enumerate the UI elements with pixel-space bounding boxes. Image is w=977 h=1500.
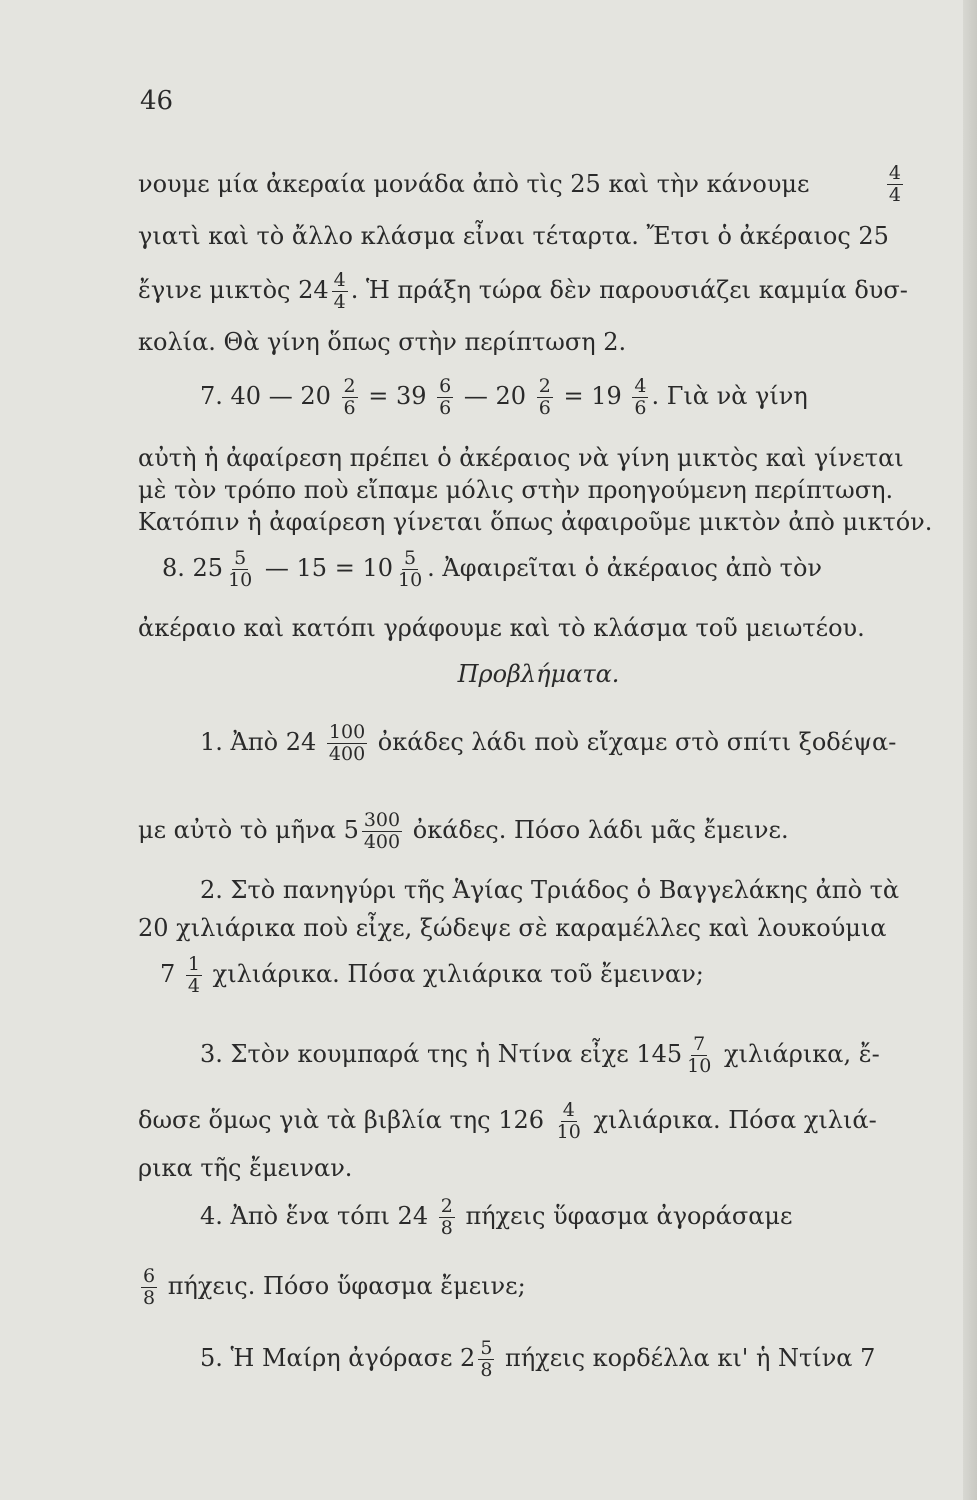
problem-line <box>138 1033 906 1077</box>
fraction <box>439 1197 455 1238</box>
text-segment: χιλιάρικα, ἔ- <box>723 1040 880 1068</box>
text-segment: πήχεις ὕφασμα ἀγοράσαμε <box>465 1202 793 1230</box>
text-segment: ὀκάδες. Πόσο λάδι μᾶς ἔμεινε. <box>412 816 789 844</box>
text-line: αὐτὴ ἡ ἀφαίρεση πρέπει ὁ ἀκέραιος νὰ γίνη μικτὸς καὶ γίνεται <box>138 444 904 472</box>
text-line <box>138 269 908 313</box>
fraction <box>332 271 348 312</box>
denominator: 10 <box>687 1055 712 1077</box>
text-line: 20 χιλιάρικα ποὺ εἶχε, ξώδεψε σὲ καραμέλλες καὶ λουκούμια <box>138 914 887 942</box>
fraction <box>437 377 453 418</box>
denominator: 400 <box>328 743 366 765</box>
denominator: 6 <box>343 397 356 419</box>
fraction <box>555 1101 583 1142</box>
text-segment: 1. Ἀπὸ 24 <box>200 728 317 756</box>
fraction <box>632 377 648 418</box>
denominator: 6 <box>439 397 452 419</box>
denominator: 8 <box>480 1359 493 1381</box>
problem-line <box>138 953 906 997</box>
text-segment: — 20 <box>463 382 527 410</box>
text-segment: 7 <box>160 960 176 988</box>
numerator: 5 <box>234 547 247 569</box>
section-heading: Προβλήματα. <box>457 660 620 688</box>
denominator: 6 <box>538 397 551 419</box>
text-segment: = 19 <box>563 382 622 410</box>
text-segment: 3. Στὸν κουμπαρά της ἡ Ντίνα εἶχε 145 <box>200 1040 683 1068</box>
denominator: 6 <box>634 397 647 419</box>
text-segment: με αὐτὸ τὸ μῆνα 5 <box>138 816 359 844</box>
numerator: 4 <box>888 162 901 184</box>
fraction <box>362 811 402 852</box>
problem-line <box>138 1099 906 1143</box>
text-segment: . Ἀφαιρεῖται ὁ ἀκέραιος ἀπὸ τὸν <box>427 554 822 582</box>
denominator: 10 <box>556 1121 581 1143</box>
fraction <box>396 549 424 590</box>
text-segment: 8. 25 <box>162 554 224 582</box>
numerator: 4 <box>634 375 647 397</box>
text-segment: ὀκάδες λάδι ποὺ εἴχαμε στὸ σπίτι ξοδέψα- <box>377 728 897 756</box>
equation-line <box>138 547 906 591</box>
denominator: 10 <box>397 569 423 591</box>
numerator: 5 <box>480 1337 493 1359</box>
fraction <box>887 164 903 204</box>
problem-line <box>138 1265 906 1309</box>
numerator: 4 <box>562 1099 575 1121</box>
text-segment: = 39 <box>368 382 427 410</box>
text-segment: ἔγινε μικτὸς 24 <box>138 276 329 304</box>
text-line: κολία. Θὰ γίνη ὅπως στὴν περίπτωση 2. <box>138 328 627 356</box>
numerator: 2 <box>538 375 551 397</box>
denominator: 4 <box>187 975 201 997</box>
fraction <box>226 549 254 590</box>
denominator: 4 <box>888 184 901 206</box>
text-segment: δωσε ὅμως γιὰ τὰ βιβλία της 126 <box>138 1106 545 1134</box>
numerator: 5 <box>404 547 417 569</box>
numerator: 6 <box>143 1265 156 1287</box>
denominator: 4 <box>333 291 346 313</box>
fraction <box>537 377 553 418</box>
problem-line <box>138 1337 906 1381</box>
problem-line <box>138 1195 906 1239</box>
text-segment: πήχεις κορδέλλα κι' ἡ Ντίνα 7 <box>505 1344 876 1372</box>
text-line: 2. Στὸ πανηγύρι τῆς Ἁγίας Τριάδος ὁ Βαγγελάκης ἀπὸ τὰ <box>200 876 900 904</box>
text-segment: νουμε μία ἀκεραία μονάδα ἀπὸ τὶς 25 καὶ τὴν κάνουμε <box>138 170 810 198</box>
page-edge <box>963 0 977 1500</box>
numerator: 4 <box>333 269 346 291</box>
text-segment: . Γιὰ νὰ γίνη <box>651 382 808 410</box>
equation-line <box>138 375 906 419</box>
text-segment: . Ἡ πράξη τώρα δὲν παρουσιάζει καμμία δυσ- <box>350 276 908 304</box>
numerator: 1 <box>187 953 201 975</box>
text-line: μὲ τὸν τρόπο ποὺ εἴπαμε μόλις στὴν προηγούμενη περίπτωση. <box>138 476 894 504</box>
fraction <box>342 377 358 418</box>
text-line: ἀκέραιο καὶ κατόπι γράφουμε καὶ τὸ κλάσμα τοῦ μειωτέου. <box>138 614 865 642</box>
numerator: 300 <box>363 809 401 831</box>
numerator: 7 <box>693 1033 706 1055</box>
fraction <box>141 1267 157 1308</box>
fraction <box>186 955 202 996</box>
denominator: 8 <box>440 1217 453 1239</box>
denominator: 400 <box>363 831 401 853</box>
text-segment: χιλιάρικα. Πόσα χιλιά- <box>593 1106 877 1134</box>
text-segment: 5. Ἡ Μαίρη ἀγόρασε 2 <box>200 1344 476 1372</box>
fraction <box>478 1339 494 1380</box>
text-line: γιατὶ καὶ τὸ ἄλλο κλάσμα εἶναι τέταρτα. Ἔτσι ὁ ἀκέραιος 25 <box>138 222 889 250</box>
problem-line <box>138 721 906 765</box>
numerator: 2 <box>440 1195 453 1217</box>
text-segment: 4. Ἀπὸ ἕνα τόπι 24 <box>200 1202 429 1230</box>
page-number: 46 <box>140 86 174 116</box>
text-segment: 7. 40 — 20 <box>200 382 331 410</box>
denominator: 8 <box>143 1287 156 1309</box>
numerator: 2 <box>343 375 356 397</box>
fraction <box>685 1035 713 1076</box>
text-segment: χιλιάρικα. Πόσα χιλιάρικα τοῦ ἔμειναν; <box>212 960 704 988</box>
text-line: ρικα τῆς ἔμειναν. <box>138 1154 353 1182</box>
text-segment: — 15 = 10 <box>264 554 393 582</box>
text-line: Κατόπιν ἡ ἀφαίρεση γίνεται ὅπως ἀφαιροῦμε μικτὸν ἀπὸ μικτόν. <box>138 508 933 536</box>
text-segment: πήχεις. Πόσο ὕφασμα ἔμεινε; <box>167 1272 526 1300</box>
problem-line <box>138 809 906 853</box>
text-line <box>138 164 906 204</box>
numerator: 100 <box>328 721 366 743</box>
fraction <box>327 723 367 764</box>
numerator: 6 <box>439 375 452 397</box>
denominator: 10 <box>228 569 253 591</box>
